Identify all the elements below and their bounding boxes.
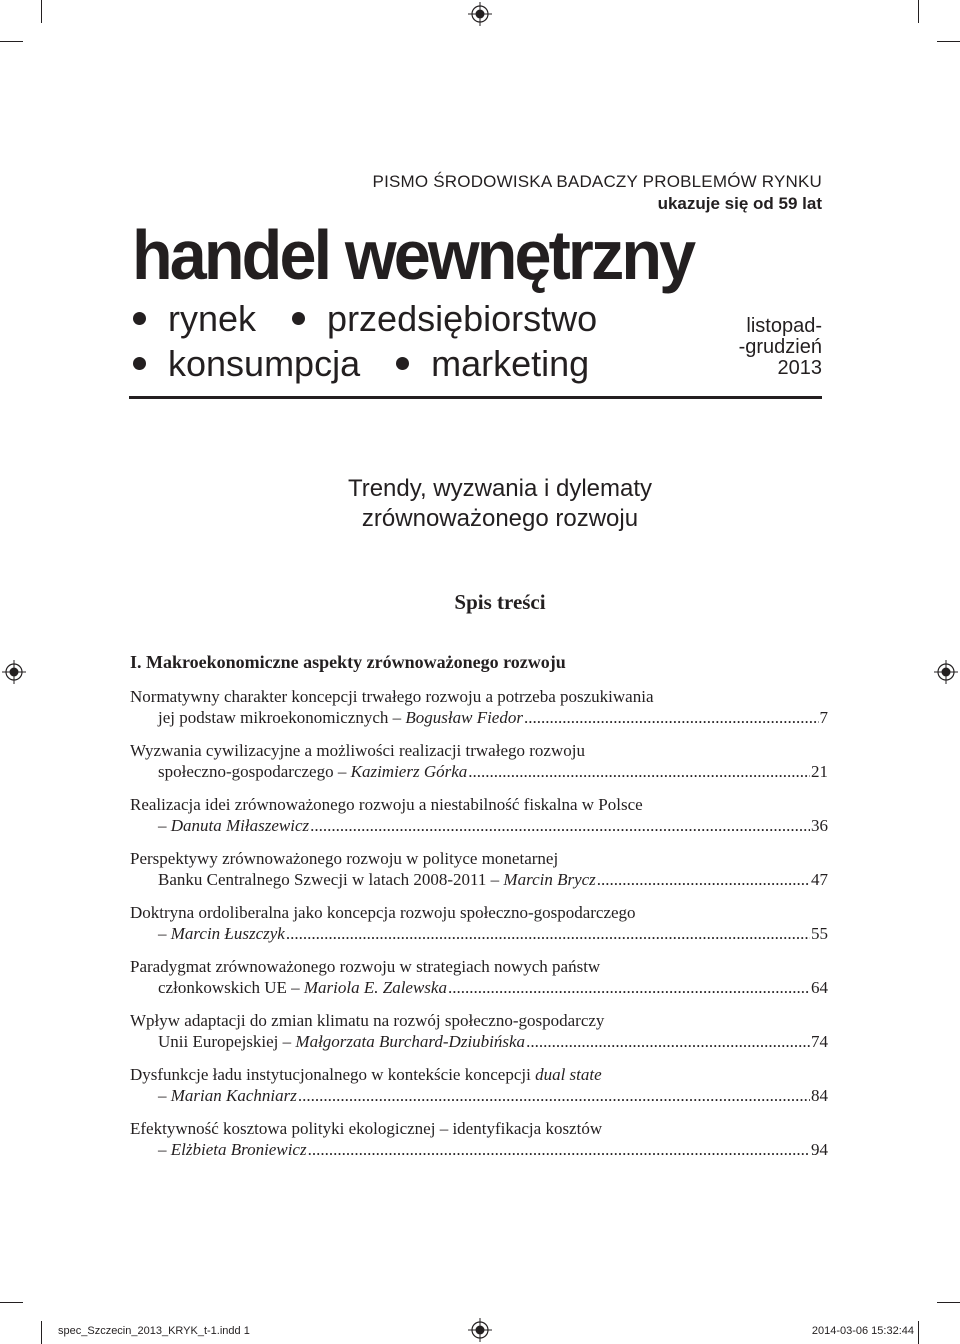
toc-entry: [130, 848, 828, 890]
entry-title-cont: –: [158, 816, 171, 835]
bullet-icon: [133, 312, 146, 325]
crop-mark: [918, 0, 919, 23]
toc-entry: [130, 902, 828, 944]
divider: [129, 396, 822, 399]
entry-title: Paradygmat zrównoważonego rozwoju w strategiach nowych państw: [130, 957, 601, 976]
toc-entry: [130, 686, 828, 728]
entry-page: 47: [811, 870, 828, 889]
journal-org-line: PISMO ŚRODOWISKA BADACZY PROBLEMÓW RYNKU: [372, 172, 822, 191]
entry-author-line: [130, 1085, 828, 1106]
entry-author: Mariola E. Zalewska: [303, 978, 447, 997]
journal-title: handel wewnętrzny: [132, 216, 694, 294]
leader-dots: [310, 815, 810, 836]
toc-entry: [130, 1010, 828, 1052]
footer-filename: spec_Szczecin_2013_KRYK_t-1.indd 1: [58, 1325, 250, 1337]
entry-author: Marian Kachniarz: [170, 1086, 297, 1105]
entry-title-cont: Unii Europejskiej –: [158, 1032, 296, 1051]
subtitle-line-2: zrównoważonego rozwoju: [361, 505, 639, 532]
leader-dots: [286, 923, 810, 944]
crop-mark: [41, 1321, 42, 1344]
entry-author: Bogusław Fiedor: [405, 708, 523, 727]
topic-label: rynek: [168, 298, 257, 339]
entry-title: Wpływ adaptacji do zmian klimatu na rozwój społeczno-gospodarczy: [130, 1011, 605, 1030]
entry-author-line: [130, 1031, 828, 1052]
entry-author-line: [130, 761, 828, 782]
toc-entry: [130, 956, 828, 998]
entry-author-line: [130, 815, 828, 836]
entry-page: 21: [811, 762, 828, 781]
registration-mark-icon: [468, 1318, 492, 1342]
issue-date: [682, 316, 822, 379]
entry-author-line: [130, 977, 828, 998]
entry-page: 64: [811, 978, 828, 997]
leader-dots: [468, 761, 810, 782]
entry-title: Perspektywy zrównoważonego rozwoju w polityce monetarnej: [130, 849, 559, 868]
entry-title-cont: –: [158, 924, 171, 943]
entry-title-text: Dysfunkcje ładu instytucjonalnego w kontekście koncepcji: [130, 1065, 536, 1084]
leader-dots: [526, 1031, 810, 1052]
entry-title-cont: –: [158, 1140, 171, 1159]
toc-entry: [130, 794, 828, 836]
leader-dots: [524, 707, 819, 728]
leader-dots: [308, 1139, 810, 1160]
entry-title: Wyzwania cywilizacyjne a możliwości realizacji trwałego rozwoju: [130, 741, 585, 760]
leader-dots: [597, 869, 810, 890]
crop-mark: [937, 41, 960, 42]
entry-title-cont: członkowskich UE –: [158, 978, 304, 997]
bullet-icon: [292, 312, 305, 325]
entry-author: Danuta Miłaszewicz: [170, 816, 310, 835]
crop-mark: [0, 41, 23, 42]
entry-page: 74: [811, 1032, 828, 1051]
bullet-icon: [396, 357, 409, 370]
registration-mark-icon: [2, 660, 26, 684]
topics-row-2: [133, 343, 589, 385]
entry-author-line: [130, 1139, 828, 1160]
crop-mark: [918, 1321, 919, 1344]
toc-entry: [130, 1118, 828, 1160]
registration-mark-icon: [934, 660, 958, 684]
topic-label: konsumpcja: [168, 343, 361, 384]
entry-title: Realizacja idei zrównoważonego rozwoju a niestabilność fiskalna w Polsce: [130, 795, 643, 814]
leader-dots: [448, 977, 810, 998]
entry-title: [130, 1064, 828, 1085]
toc-heading: Spis treści: [454, 590, 546, 614]
entry-title: Normatywny charakter koncepcji trwałego rozwoju a potrzeba poszukiwania: [130, 687, 654, 706]
entry-author-line: [130, 923, 828, 944]
entry-page: 7: [819, 708, 828, 727]
entry-page: 94: [811, 1140, 828, 1159]
entry-author: Marcin Łuszczyk: [170, 924, 285, 943]
issue-month-1: listopad-: [746, 315, 822, 337]
toc-entry: [130, 1064, 828, 1106]
toc-entry: [130, 740, 828, 782]
section-heading: I. Makroekonomiczne aspekty zrównoważonego rozwoju: [130, 652, 566, 672]
bullet-icon: [133, 357, 146, 370]
topics-row-1: [133, 298, 597, 340]
entry-title-cont: społeczno-gospodarczego –: [158, 762, 351, 781]
entry-author: Marcin Brycz: [503, 870, 596, 889]
entry-author: Kazimierz Górka: [350, 762, 468, 781]
crop-mark: [0, 1302, 23, 1303]
leader-dots: [298, 1085, 810, 1106]
entry-author-line: [130, 707, 828, 728]
registration-mark-icon: [468, 2, 492, 26]
footer-datetime: 2014-03-06 15:32:44: [811, 1325, 914, 1337]
entry-title-cont: Banku Centralnego Szwecji w latach 2008-2011 –: [158, 870, 504, 889]
issue-subtitle: [120, 474, 880, 534]
crop-mark: [41, 0, 42, 23]
topic-label: marketing: [431, 343, 590, 384]
journal-since-line: ukazuje się od 59 lat: [657, 194, 822, 213]
issue-month-2: -grudzień: [738, 336, 822, 358]
entry-title-cont: –: [158, 1086, 171, 1105]
entry-title: Efektywność kosztowa polityki ekologicznej – identyfikacja kosztów: [130, 1119, 603, 1138]
subtitle-line-1: Trendy, wyzwania i dylematy: [347, 475, 653, 502]
crop-mark: [937, 1302, 960, 1303]
entry-page: 84: [811, 1086, 828, 1105]
entry-page: 36: [811, 816, 828, 835]
entry-title-italic: dual state: [535, 1065, 602, 1084]
entry-author-line: [130, 869, 828, 890]
entry-author: Małgorzata Burchard-Dziubińska: [295, 1032, 526, 1051]
topic-label: przedsiębiorstwo: [327, 298, 598, 339]
entry-page: 55: [811, 924, 828, 943]
entry-author: Elżbieta Broniewicz: [170, 1140, 307, 1159]
issue-year: 2013: [777, 357, 822, 379]
entry-title: Doktryna ordoliberalna jako koncepcja rozwoju społeczno-gospodarczego: [130, 903, 636, 922]
entry-title-cont: jej podstaw mikroekonomicznych –: [158, 708, 406, 727]
